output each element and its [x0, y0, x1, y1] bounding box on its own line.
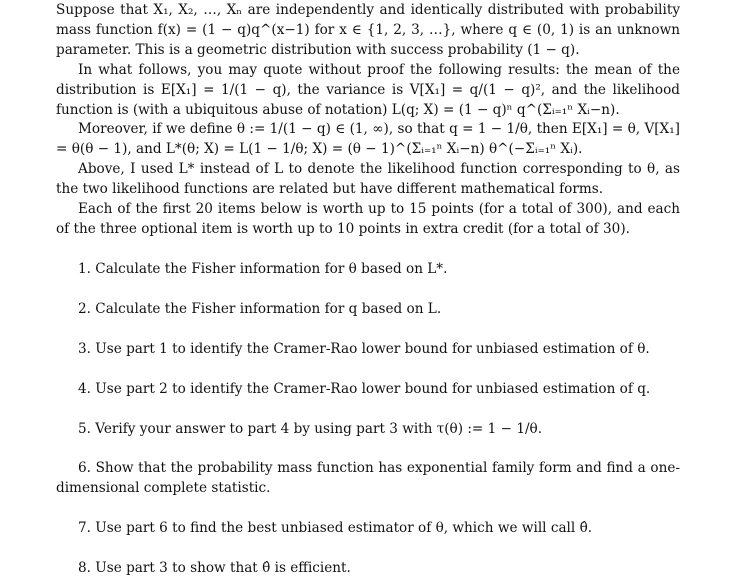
question-list: [56, 260, 680, 579]
list-item: 1. Calculate the Fisher information for θ based on L*.: [78, 260, 448, 277]
list-item: 8. Use part 3 to show that θ̂ is efficient.: [78, 560, 351, 577]
list-item: 2. Calculate the Fisher information for q based on L.: [78, 300, 442, 317]
intro: [56, 1, 680, 240]
paragraph-reparam: Moreover, if we define θ := 1/(1 − q) ∈ (1, ∞), so that q = 1 − 1/θ, then E[X₁] = θ, V[X₁] = θ(θ − 1), and L*(θ; X) = L(1 − 1/θ; X) = (θ − 1)^(Σᵢ₌₁ⁿ Xᵢ−n) θ^(−Σᵢ₌₁ⁿ Xᵢ).: [56, 121, 680, 158]
list-item: 7. Use part 6 to find the best unbiased estimator of θ, which we will call θ̂.: [78, 520, 593, 537]
paragraph-setup: Suppose that X₁, X₂, …, Xₙ are independently and identically distributed with probability mass function f(x) = (1 − q)q^(x−1) for x ∈ {1, 2, 3, …}, where q ∈ (0, 1) is an unknown parameter. This is a geometric distribution with success probability (1 − q).: [56, 2, 680, 58]
paragraph-results: In what follows, you may quote without proof the following results: the mean of the distribution is E[X₁] = 1/(1 − q), the variance is V[X₁] = q/(1 − q)², and the likelihood function is (with a ubiquitous abuse of notation) L(q; X) = (1 − q)ⁿ q^(Σᵢ₌₁ⁿ Xᵢ−n).: [56, 61, 680, 118]
list-item: 4. Use part 2 to identify the Cramer-Rao lower bound for unbiased estimation of q.: [78, 380, 651, 397]
list-item: 5. Verify your answer to part 4 by using part 3 with τ(θ) := 1 − 1/θ.: [78, 420, 543, 437]
document-page: [0, 1, 734, 588]
list-item: 6. Show that the probability mass function has exponential family form and find a one-dimensional complete statistic.: [56, 460, 680, 497]
paragraph-points: Each of the first 20 items below is worth up to 15 points (for a total of 300), and each of the three optional item is worth up to 10 points in extra credit (for a total of 30).: [56, 201, 680, 237]
list-item: 3. Use part 1 to identify the Cramer-Rao lower bound for unbiased estimation of θ.: [78, 340, 650, 357]
paragraph-notation: Above, I used L* instead of L to denote the likelihood function corresponding to θ, as the two likelihood functions are related but have different mathematical forms.: [56, 161, 680, 198]
